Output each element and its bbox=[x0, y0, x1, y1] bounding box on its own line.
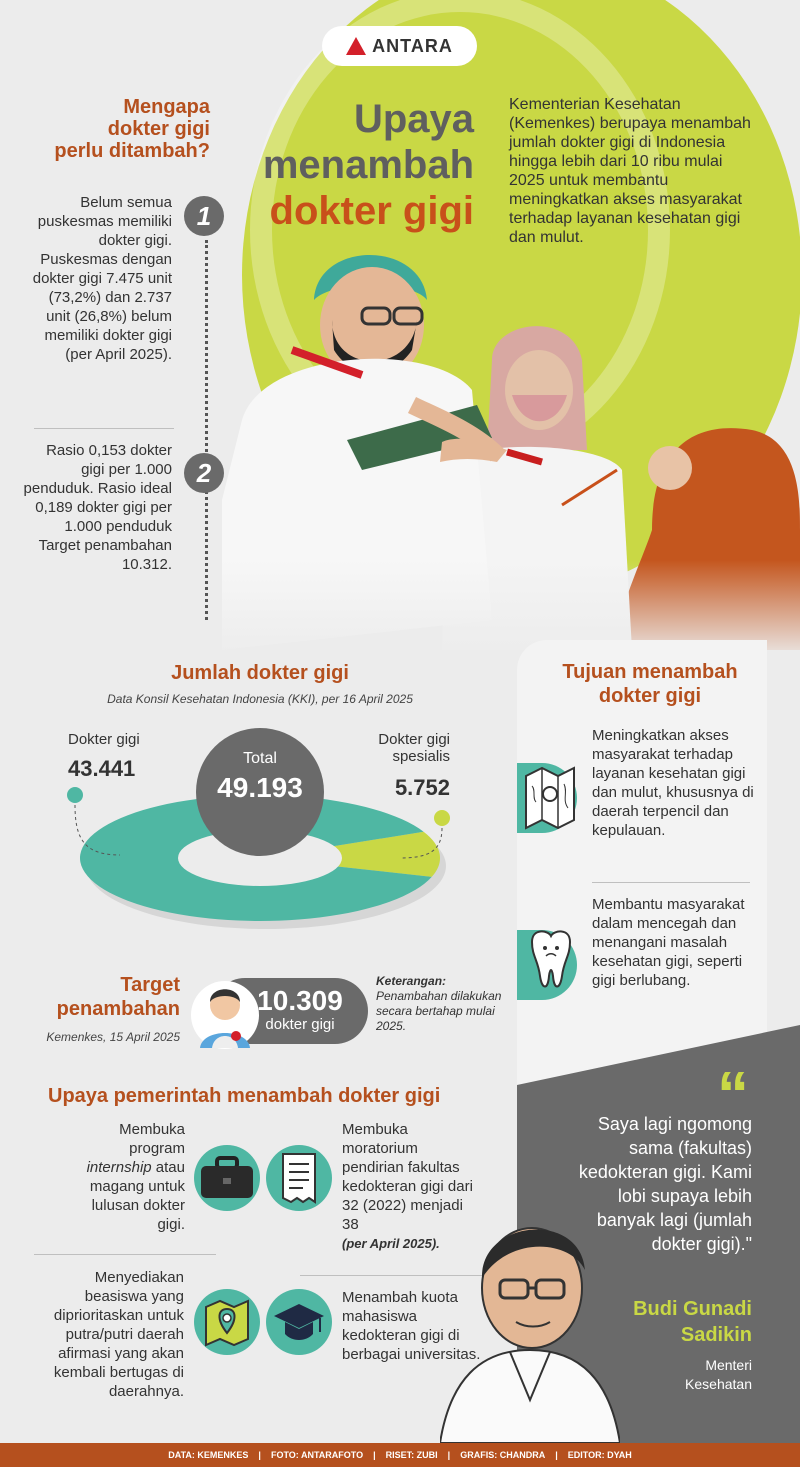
effort-2-icon-bg bbox=[266, 1145, 332, 1211]
goals-title-line-2: dokter gigi bbox=[598, 685, 702, 707]
antara-logo-icon bbox=[346, 37, 366, 55]
credit-separator: | bbox=[447, 1450, 451, 1460]
credit-separator: | bbox=[258, 1450, 261, 1460]
antara-logo bbox=[322, 26, 477, 66]
target-unit: dokter gigi bbox=[265, 1016, 335, 1033]
tooth-icon bbox=[526, 926, 576, 996]
effort-3-icon-bg bbox=[194, 1289, 260, 1355]
map-icon bbox=[522, 762, 580, 832]
quote-text: Saya lagi ngomong sama (fakultas) kedokteran gigi. Kami lobi supaya lebih banyak lagi (jumlah dokter gigi)." bbox=[578, 1114, 752, 1254]
credit-separator: | bbox=[555, 1450, 558, 1460]
map-pin-icon bbox=[202, 1297, 252, 1347]
total-value: 49.193 bbox=[217, 772, 303, 803]
efforts-title: Upaya pemerintah menambah dokter gigi bbox=[48, 1085, 441, 1107]
title-line-3: dokter gigi bbox=[269, 189, 474, 233]
effort-2-text-main: Membuka moratorium pendirian fakultas kedokteran gigi dari 32 (2022) menjadi 38 bbox=[342, 1121, 473, 1233]
why-number-1-badge: 1 bbox=[184, 196, 224, 236]
minister-portrait bbox=[440, 1200, 620, 1443]
target-note-title: Keterangan: bbox=[376, 974, 447, 988]
quote-name-line-1: Budi Gunadi bbox=[633, 1298, 752, 1320]
why-dotted-connector bbox=[205, 240, 208, 620]
goal-1-icon-wrap bbox=[522, 762, 580, 837]
quote-role-line-2: Kesehatan bbox=[685, 1376, 752, 1392]
effort-1-text-post: atau magang untuk lulusan dokter gigi. bbox=[89, 1159, 185, 1233]
credit-data: DATA: KEMENKES bbox=[168, 1450, 249, 1460]
quote-role-line-1: Menteri bbox=[705, 1357, 752, 1373]
specialist-label-line-1: Dokter gigi bbox=[378, 731, 450, 748]
effort-1-icon-bg bbox=[194, 1145, 260, 1211]
graduation-cap-icon bbox=[272, 1300, 326, 1344]
target-title bbox=[20, 973, 180, 1021]
credit-research: RISET: ZUBI bbox=[385, 1450, 438, 1460]
total-circle bbox=[196, 728, 324, 856]
total-label: Total bbox=[243, 750, 277, 767]
goal-2-icon-wrap bbox=[526, 926, 576, 1001]
general-dentist-label: Dokter gigi bbox=[68, 731, 140, 748]
effort-1-text-pre: Membuka program bbox=[119, 1121, 185, 1157]
quote-name-line-2: Sadikin bbox=[680, 1324, 752, 1346]
why-item-1-text: Belum semua puskesmas memiliki dokter gigi. Puskesmas dengan dokter gigi 7.475 unit (73,2%) dan 2.737 unit (26,8%) belum memiliki dokter gigi (per April 2025). bbox=[32, 194, 172, 363]
specialist-label bbox=[340, 731, 450, 765]
specialist-label-line-2: spesialis bbox=[392, 748, 450, 765]
why-divider bbox=[34, 428, 174, 429]
target-value-block bbox=[250, 986, 350, 1033]
why-heading bbox=[20, 96, 210, 162]
general-dentist-value: 43.441 bbox=[68, 756, 136, 781]
logo-text: ANTARA bbox=[372, 35, 453, 56]
title-line-2: menambah bbox=[262, 143, 474, 187]
why-item-2-text: Rasio 0,153 dokter gigi per 1.000 penduduk. Rasio ideal 0,189 dokter gigi per 1.000 penduduk Target penambahan 10.312. bbox=[23, 442, 172, 573]
goals-title bbox=[540, 660, 760, 708]
credits-footer bbox=[0, 1443, 800, 1467]
credit-graphics: GRAFIS: CHANDRA bbox=[460, 1450, 546, 1460]
intro-paragraph: Kementerian Kesehatan (Kemenkes) berupaya menambah jumlah dokter gigi di Indonesia hingga lebih dari 10 ribu mulai 2025 untuk membantu meningkatkan akses masyarakat terhadap layanan kesehatan gigi dan mulut. bbox=[509, 96, 751, 246]
effort-2-text-bold: (per April 2025). bbox=[342, 1236, 440, 1251]
specialist-marker-dot bbox=[434, 810, 450, 826]
why-heading-line-3: perlu ditambah? bbox=[54, 140, 210, 162]
target-title-line-2: penambahan bbox=[56, 998, 180, 1020]
effort-divider-left bbox=[34, 1254, 216, 1255]
document-icon bbox=[279, 1152, 319, 1204]
why-heading-line-1: Mengapa bbox=[123, 96, 210, 118]
effort-1-text-em: internship bbox=[86, 1159, 152, 1176]
effort-3-text: Menyediakan beasiswa yang diprioritaskan untuk putra/putri daerah afirmasi yang akan kembali bertugas di daerahnya. bbox=[53, 1269, 184, 1400]
effort-1-text bbox=[60, 1120, 185, 1234]
general-marker-dot bbox=[67, 787, 83, 803]
goals-title-line-1: Tujuan menambah bbox=[562, 661, 738, 683]
count-title: Jumlah dokter gigi bbox=[171, 662, 349, 684]
why-heading-line-2: dokter gigi bbox=[107, 118, 210, 140]
specialist-value: 5.752 bbox=[394, 775, 450, 800]
briefcase-icon bbox=[199, 1156, 255, 1200]
effort-4-text: Menambah kuota mahasiswa kedokteran gigi di berbagai universitas. bbox=[342, 1289, 481, 1363]
quote-mark-icon: “ bbox=[717, 1058, 749, 1130]
goal-2-text: Membantu masyarakat dalam mencegah dan menangani masalah kesehatan gigi, seperti gigi berlubang. bbox=[592, 896, 745, 989]
effort-4-icon-bg bbox=[266, 1289, 332, 1355]
target-note-text: Penambahan dilakukan secara bertahap mulai 2025. bbox=[376, 989, 502, 1033]
target-source: Kemenkes, 15 April 2025 bbox=[46, 1030, 180, 1044]
quote-person-role bbox=[600, 1356, 752, 1394]
why-number-2-badge: 2 bbox=[184, 453, 224, 493]
count-source: Data Konsil Kesehatan Indonesia (KKI), per 16 April 2025 bbox=[107, 692, 413, 706]
credit-editor: EDITOR: DYAH bbox=[567, 1450, 632, 1460]
title-line-1: Upaya bbox=[353, 97, 474, 141]
credit-photo: FOTO: ANTARAFOTO bbox=[270, 1450, 364, 1460]
target-title-line-1: Target bbox=[120, 974, 180, 996]
target-value: 10.309 bbox=[257, 985, 343, 1016]
credit-separator: | bbox=[373, 1450, 376, 1460]
goals-divider bbox=[592, 882, 750, 883]
target-note bbox=[376, 974, 511, 1034]
goal-1-text: Meningkatkan akses masyarakat terhadap layanan kesehatan gigi dan mulut, khususnya di daerah terpencil dan kepulauan. bbox=[592, 727, 754, 839]
